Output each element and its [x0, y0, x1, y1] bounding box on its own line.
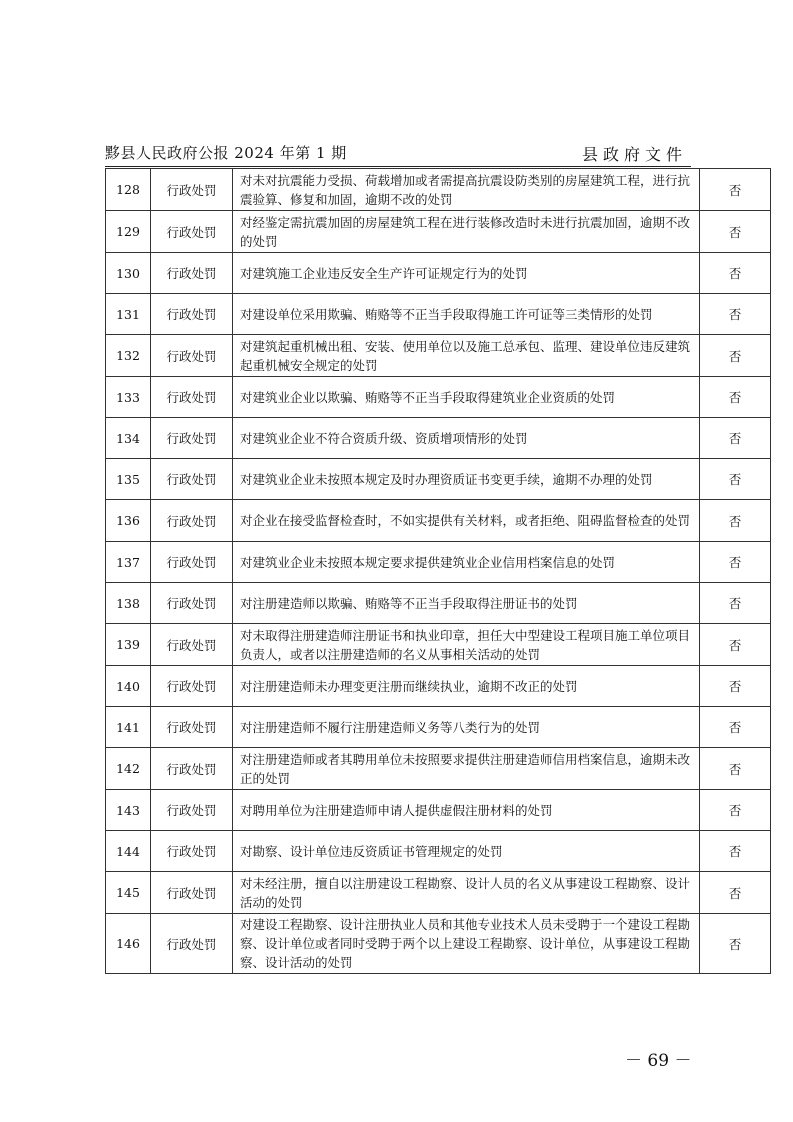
row-number: 142 [106, 748, 151, 790]
penalty-type: 行政处罚 [151, 542, 233, 583]
table-row [106, 211, 771, 253]
flag-value: 否 [700, 377, 771, 418]
flag-value: 否 [700, 914, 771, 974]
penalty-type: 行政处罚 [151, 253, 233, 294]
penalty-item: 对未对抗震能力受损、荷载增加或者需提高抗震设防类别的房屋建筑工程，进行抗震验算、修复和加固，逾期不改的处罚 [233, 169, 700, 211]
penalty-item: 对注册建造师未办理变更注册而继续执业，逾期不改正的处罚 [233, 666, 700, 707]
page-number: － 69 － [625, 1051, 692, 1071]
penalty-type: 行政处罚 [151, 790, 233, 831]
row-number: 137 [106, 542, 151, 583]
penalty-item: 对建筑施工企业违反安全生产许可证规定行为的处罚 [233, 253, 700, 294]
table-row [106, 624, 771, 666]
flag-value: 否 [700, 624, 771, 666]
penalty-type: 行政处罚 [151, 500, 233, 542]
row-number: 145 [106, 872, 151, 914]
penalty-type: 行政处罚 [151, 624, 233, 666]
table-row [106, 914, 771, 974]
row-number: 141 [106, 707, 151, 748]
penalty-item: 对未取得注册建造师注册证书和执业印章，担任大中型建设工程项目施工单位项目负责人，或者以注册建造师的名义从事相关活动的处罚 [233, 624, 700, 666]
flag-value: 否 [700, 790, 771, 831]
row-number: 131 [106, 294, 151, 335]
flag-value: 否 [700, 542, 771, 583]
table-row [106, 294, 771, 335]
penalty-item: 对聘用单位为注册建造师申请人提供虚假注册材料的处罚 [233, 790, 700, 831]
gazette-title: 黟县人民政府公报 2024 年第 1 期 [105, 144, 347, 162]
table-row [106, 169, 771, 211]
row-number: 133 [106, 377, 151, 418]
penalty-item: 对注册建造师或者其聘用单位未按照要求提供注册建造师信用档案信息，逾期未改正的处罚 [233, 748, 700, 790]
table-row [106, 335, 771, 377]
penalty-type: 行政处罚 [151, 748, 233, 790]
penalty-item: 对企业在接受监督检查时，不如实提供有关材料，或者拒绝、阻碍监督检查的处罚 [233, 500, 700, 542]
table-row [106, 377, 771, 418]
penalty-type: 行政处罚 [151, 418, 233, 459]
penalty-item: 对勘察、设计单位违反资质证书管理规定的处罚 [233, 831, 700, 872]
penalty-item: 对建设工程勘察、设计注册执业人员和其他专业技术人员未受聘于一个建设工程勘察、设计单位或者同时受聘于两个以上建设工程勘察、设计单位，从事建设工程勘察、设计活动的处罚 [233, 914, 700, 974]
row-number: 140 [106, 666, 151, 707]
flag-value: 否 [700, 707, 771, 748]
row-number: 128 [106, 169, 151, 211]
row-number: 143 [106, 790, 151, 831]
penalty-item: 对建筑业企业未按照本规定及时办理资质证书变更手续，逾期不办理的处罚 [233, 459, 700, 500]
flag-value: 否 [700, 748, 771, 790]
row-number: 134 [106, 418, 151, 459]
penalty-item: 对建筑业企业不符合资质升级、资质增项情形的处罚 [233, 418, 700, 459]
penalty-item: 对经鉴定需抗震加固的房屋建筑工程在进行装修改造时未进行抗震加固，逾期不改的处罚 [233, 211, 700, 253]
flag-value: 否 [700, 294, 771, 335]
flag-value: 否 [700, 459, 771, 500]
row-number: 132 [106, 335, 151, 377]
flag-value: 否 [700, 169, 771, 211]
flag-value: 否 [700, 211, 771, 253]
penalty-type: 行政处罚 [151, 831, 233, 872]
penalty-item: 对建设单位采用欺骗、贿赂等不正当手段取得施工许可证等三类情形的处罚 [233, 294, 700, 335]
flag-value: 否 [700, 418, 771, 459]
penalty-type: 行政处罚 [151, 377, 233, 418]
row-number: 135 [106, 459, 151, 500]
penalty-table [105, 168, 771, 974]
row-number: 129 [106, 211, 151, 253]
penalty-type: 行政处罚 [151, 294, 233, 335]
penalty-type: 行政处罚 [151, 707, 233, 748]
penalty-item: 对建筑起重机械出租、安装、使用单位以及施工总承包、监理、建设单位违反建筑起重机械安全规定的处罚 [233, 335, 700, 377]
penalty-type: 行政处罚 [151, 872, 233, 914]
penalty-type: 行政处罚 [151, 583, 233, 624]
row-number: 144 [106, 831, 151, 872]
flag-value: 否 [700, 666, 771, 707]
table-row [106, 459, 771, 500]
penalty-type: 行政处罚 [151, 666, 233, 707]
table-row [106, 542, 771, 583]
running-header [105, 140, 691, 167]
table-row [106, 500, 771, 542]
row-number: 146 [106, 914, 151, 974]
section-title: 县政府文件 [581, 145, 687, 164]
penalty-item: 对注册建造师以欺骗、贿赂等不正当手段取得注册证书的处罚 [233, 583, 700, 624]
flag-value: 否 [700, 253, 771, 294]
row-number: 136 [106, 500, 151, 542]
table-row [106, 583, 771, 624]
table-row [106, 831, 771, 872]
table-row [106, 666, 771, 707]
row-number: 138 [106, 583, 151, 624]
flag-value: 否 [700, 335, 771, 377]
flag-value: 否 [700, 500, 771, 542]
penalty-type: 行政处罚 [151, 211, 233, 253]
flag-value: 否 [700, 831, 771, 872]
penalty-item: 对未经注册，擅自以注册建设工程勘察、设计人员的名义从事建设工程勘察、设计活动的处罚 [233, 872, 700, 914]
table-row [106, 748, 771, 790]
penalty-type: 行政处罚 [151, 914, 233, 974]
row-number: 139 [106, 624, 151, 666]
penalty-item: 对建筑业企业未按照本规定要求提供建筑业企业信用档案信息的处罚 [233, 542, 700, 583]
table-row [106, 707, 771, 748]
table-row [106, 418, 771, 459]
table-row [106, 253, 771, 294]
row-number: 130 [106, 253, 151, 294]
flag-value: 否 [700, 872, 771, 914]
penalty-type: 行政处罚 [151, 169, 233, 211]
penalty-type: 行政处罚 [151, 459, 233, 500]
penalty-item: 对注册建造师不履行注册建造师义务等八类行为的处罚 [233, 707, 700, 748]
table-row [106, 790, 771, 831]
flag-value: 否 [700, 583, 771, 624]
penalty-type: 行政处罚 [151, 335, 233, 377]
penalty-item: 对建筑业企业以欺骗、贿赂等不正当手段取得建筑业企业资质的处罚 [233, 377, 700, 418]
table-row [106, 872, 771, 914]
